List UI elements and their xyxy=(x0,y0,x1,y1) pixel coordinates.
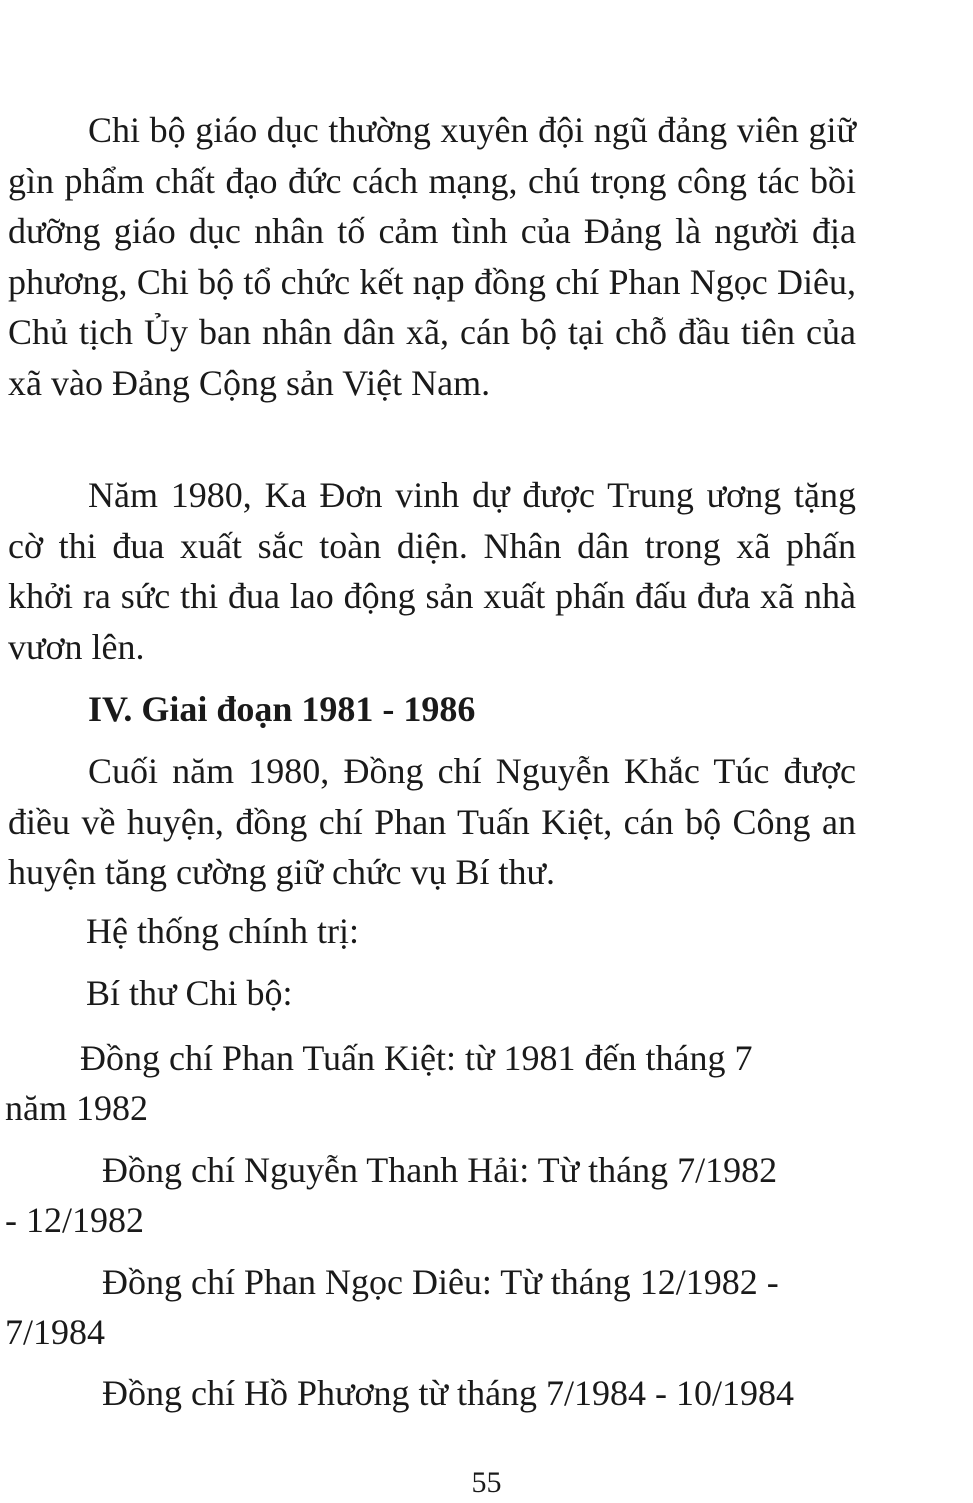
secretary-entry-phuong: Đồng chí Hồ Phương từ tháng 7/1984 - 10/1984 xyxy=(102,1373,795,1413)
paragraph-text: Cuối năm 1980, Đồng chí Nguyễn Khắc Túc được điều về huyện, đồng chí Phan Tuấn Kiệt, cán bộ Công an huyện tăng cường giữ chức vụ Bí thư. xyxy=(8,751,856,892)
paragraph-end-of-1980 xyxy=(8,746,856,898)
secretary-entry-kiet-continued: năm 1982 xyxy=(5,1088,148,1128)
secretary-entry-dieu: Đồng chí Phan Ngọc Diêu: Từ tháng 12/1982 - xyxy=(102,1262,779,1302)
page-number: 55 xyxy=(471,1466,502,1499)
paragraph-emulation-flag-1980 xyxy=(8,470,856,672)
section-heading: IV. Giai đoạn 1981 - 1986 xyxy=(88,689,476,729)
secretary-entry-dieu-continued: 7/1984 xyxy=(5,1312,106,1352)
paragraph-party-cell-education xyxy=(8,105,856,408)
paragraph-text: Chi bộ giáo dục thường xuyên đội ngũ đảng viên giữ gìn phẩm chất đạo đức cách mạng, chú trọng công tác bồi dưỡng giáo dục nhân tố cảm tình của Đảng là người địa phương, Chi bộ tổ chức kết nạp đồng chí Phan Ngọc Diêu, Chủ tịch Ủy ban nhân dân xã, cán bộ tại chỗ đầu tiên của xã vào Đảng Cộng sản Việt Nam. xyxy=(8,110,856,403)
secretary-entry-hai-continued: - 12/1982 xyxy=(5,1200,144,1240)
political-system-label: Hệ thống chính trị: xyxy=(86,911,359,951)
secretary-entry-kiet: Đồng chí Phan Tuấn Kiệt: từ 1981 đến tháng 7 xyxy=(80,1038,753,1078)
paragraph-text: Năm 1980, Ka Đơn vinh dự được Trung ương tặng cờ thi đua xuất sắc toàn diện. Nhân dân trong xã phấn khởi ra sức thi đua lao động sản xuất phấn đấu đưa xã nhà vươn lên. xyxy=(8,475,856,667)
secretary-entry-hai: Đồng chí Nguyễn Thanh Hải: Từ tháng 7/1982 xyxy=(102,1150,778,1190)
secretary-label: Bí thư Chi bộ: xyxy=(86,973,293,1013)
